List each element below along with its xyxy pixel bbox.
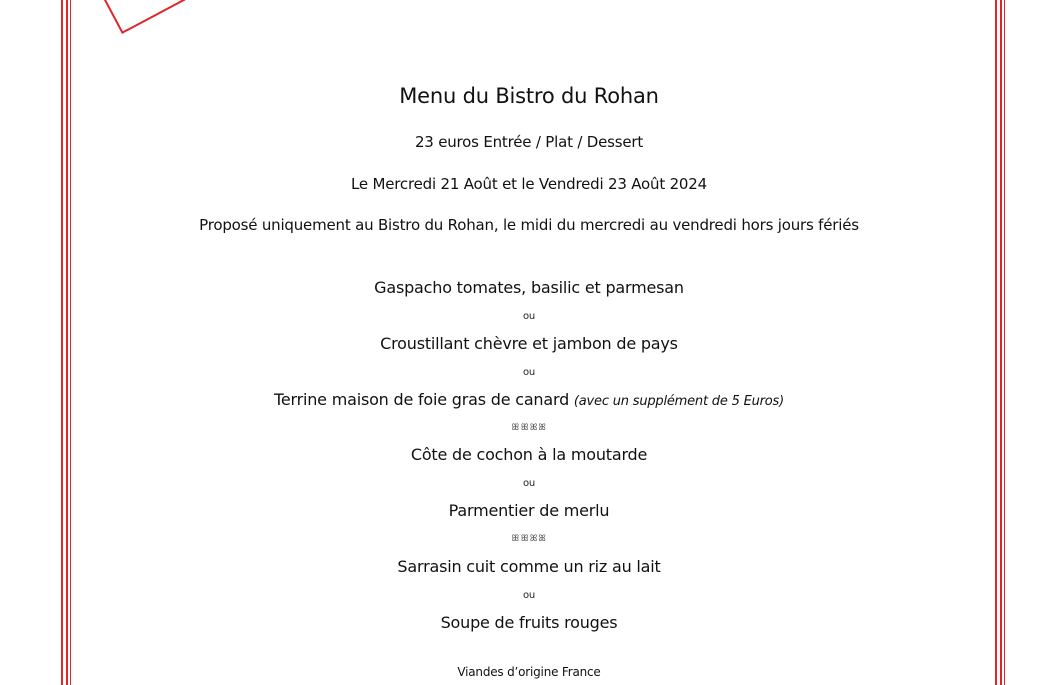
or-separator: ou (522, 367, 536, 378)
dates-line: Le Mercredi 21 Août et le Vendredi 23 Août 2024 (351, 175, 707, 193)
availability-line: Proposé uniquement au Bistro du Rohan, le midi du mercredi au vendredi hors jours fériés (199, 216, 859, 234)
course-separator-ornament: ꕥꕥꕤꕤ (511, 423, 547, 433)
or-separator: ou (522, 478, 536, 489)
frame-line (66, 0, 68, 685)
decorative-stamp-box (78, 0, 232, 34)
frame-right-border (995, 0, 1005, 685)
frame-line (1000, 0, 1002, 685)
plat-item: Côte de cochon à la moutarde (410, 445, 648, 464)
price-line: 23 euros Entrée / Plat / Dessert (414, 133, 644, 151)
footer-note: Viandes d’origine France (457, 665, 601, 679)
supplement-note: (avec un supplément de 5 Euros) (573, 394, 784, 409)
entree-item: Terrine maison de foie gras de canard (274, 390, 570, 409)
frame-line (1004, 0, 1005, 685)
menu-title: Menu du Bistro du Rohan (399, 84, 659, 108)
or-separator: ou (522, 311, 536, 322)
dessert-item: Soupe de fruits rouges (440, 613, 618, 632)
entree-item: Gaspacho tomates, basilic et parmesan (374, 278, 684, 297)
or-separator: ou (522, 590, 536, 601)
course-separator-ornament: ꕥꕥꕤꕤ (511, 534, 547, 544)
entree-item-with-supplement (70, 390, 988, 409)
plat-item: Parmentier de merlu (448, 501, 610, 520)
entree-item: Croustillant chèvre et jambon de pays (380, 334, 678, 353)
frame-line (995, 0, 997, 685)
dessert-item: Sarrasin cuit comme un riz au lait (397, 557, 661, 576)
frame-line (61, 0, 63, 685)
